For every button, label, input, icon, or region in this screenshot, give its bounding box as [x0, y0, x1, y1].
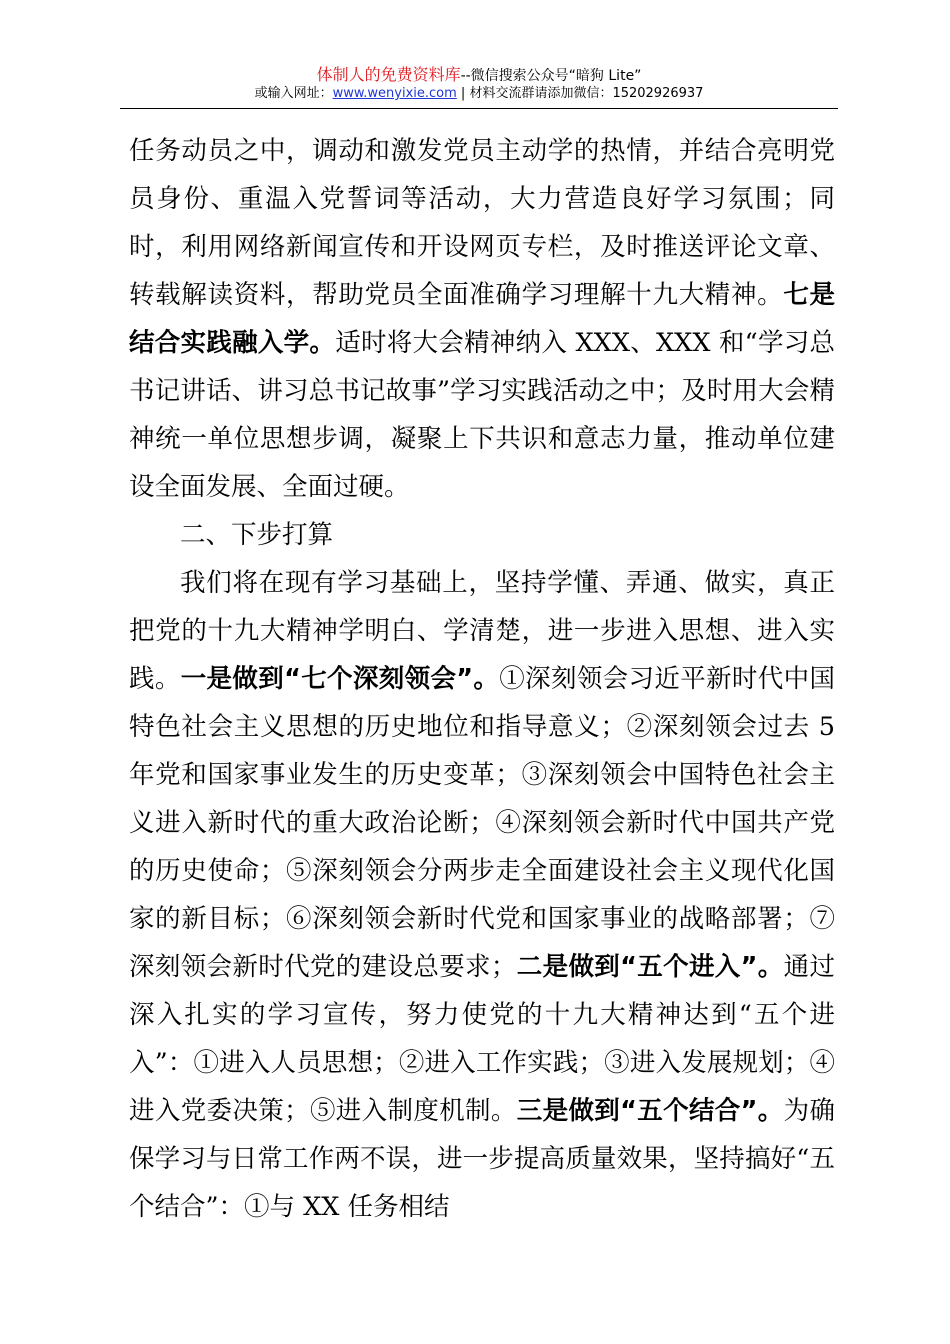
- paragraph-1-text-1: 任务动员之中，调动和激发党员主动学的热情，并结合亮明党员身份、重温入党誓词等活动，大力营造良好学习氛围；同时，利用网络新闻宣传和开设网页专栏，及时推送评论文章、转载解读资料，帮助党员全面准确学习理解十九大精神。: [129, 136, 835, 310]
- section-heading: 二、下步打算: [180, 520, 334, 550]
- paragraph-2-bold-3: 三是做到“五个结合”。: [516, 1096, 784, 1126]
- wechat-note: --微信搜索公众号“暗狗 Lite”: [460, 68, 642, 84]
- paragraph-2: [129, 559, 835, 1231]
- paragraph-2-text-1: 我们将在现有学习基础上，坚持学懂、弄通、做实，真正把党的十九大精神学明白、学清楚，进一步进入思想、进入实践。: [129, 568, 835, 694]
- paragraph-2-text-4: 为确保学习与日常工作两不误，进一步提高质量效果，坚持搞好“五个结合”：①与 XX 任务相结: [129, 1096, 835, 1222]
- header-divider: [120, 108, 838, 109]
- document-body: [129, 127, 835, 1231]
- paragraph-2-bold-1: 一是做到“七个深刻领会”。: [180, 664, 500, 694]
- paragraph-2-text-2: ①深刻领会习近平新时代中国特色社会主义思想的历史地位和指导意义；②深刻领会过去 5 年党和国家事业发生的历史变革；③深刻领会中国特色社会主义进入新时代的重大政治论断；④深刻领会新时代中国共产党的历史使命；⑤深刻领会分两步走全面建设社会主义现代化国家的新目标；⑥深刻领会新时代党和国家事业的战略部署；⑦深刻领会新时代党的建设总要求；: [129, 664, 835, 982]
- paragraph-2-text-3: 通过深入扎实的学习宣传，努力使党的十九大精神达到“五个进入”：①进入人员思想；②进入工作实践；③进入发展规划；④进入党委决策；⑤进入制度机制。: [129, 952, 835, 1126]
- header-line-1: [120, 66, 838, 85]
- site-name: 体制人的免费资料库: [316, 65, 461, 84]
- website-link[interactable]: www.wenyixie.com: [332, 86, 457, 101]
- contact-info: | 材料交流群请添加微信：15202926937: [456, 86, 704, 101]
- url-prefix: 或输入网址：: [254, 86, 333, 101]
- paragraph-2-bold-2: 二是做到“五个进入”。: [516, 952, 784, 982]
- header-line-2: [120, 85, 838, 103]
- paragraph-1-bold-1: 七是结合实践融入学。: [129, 280, 835, 358]
- paragraph-1: [129, 127, 835, 511]
- paragraph-1-text-2: 适时将大会精神纳入 XXX、XXX 和“学习总书记讲话、讲习总书记故事”学习实践活动之中；及时用大会精神统一单位思想步调，凝聚上下共识和意志力量，推动单位建设全面发展、全面过硬。: [129, 328, 835, 502]
- page-header: [120, 66, 838, 103]
